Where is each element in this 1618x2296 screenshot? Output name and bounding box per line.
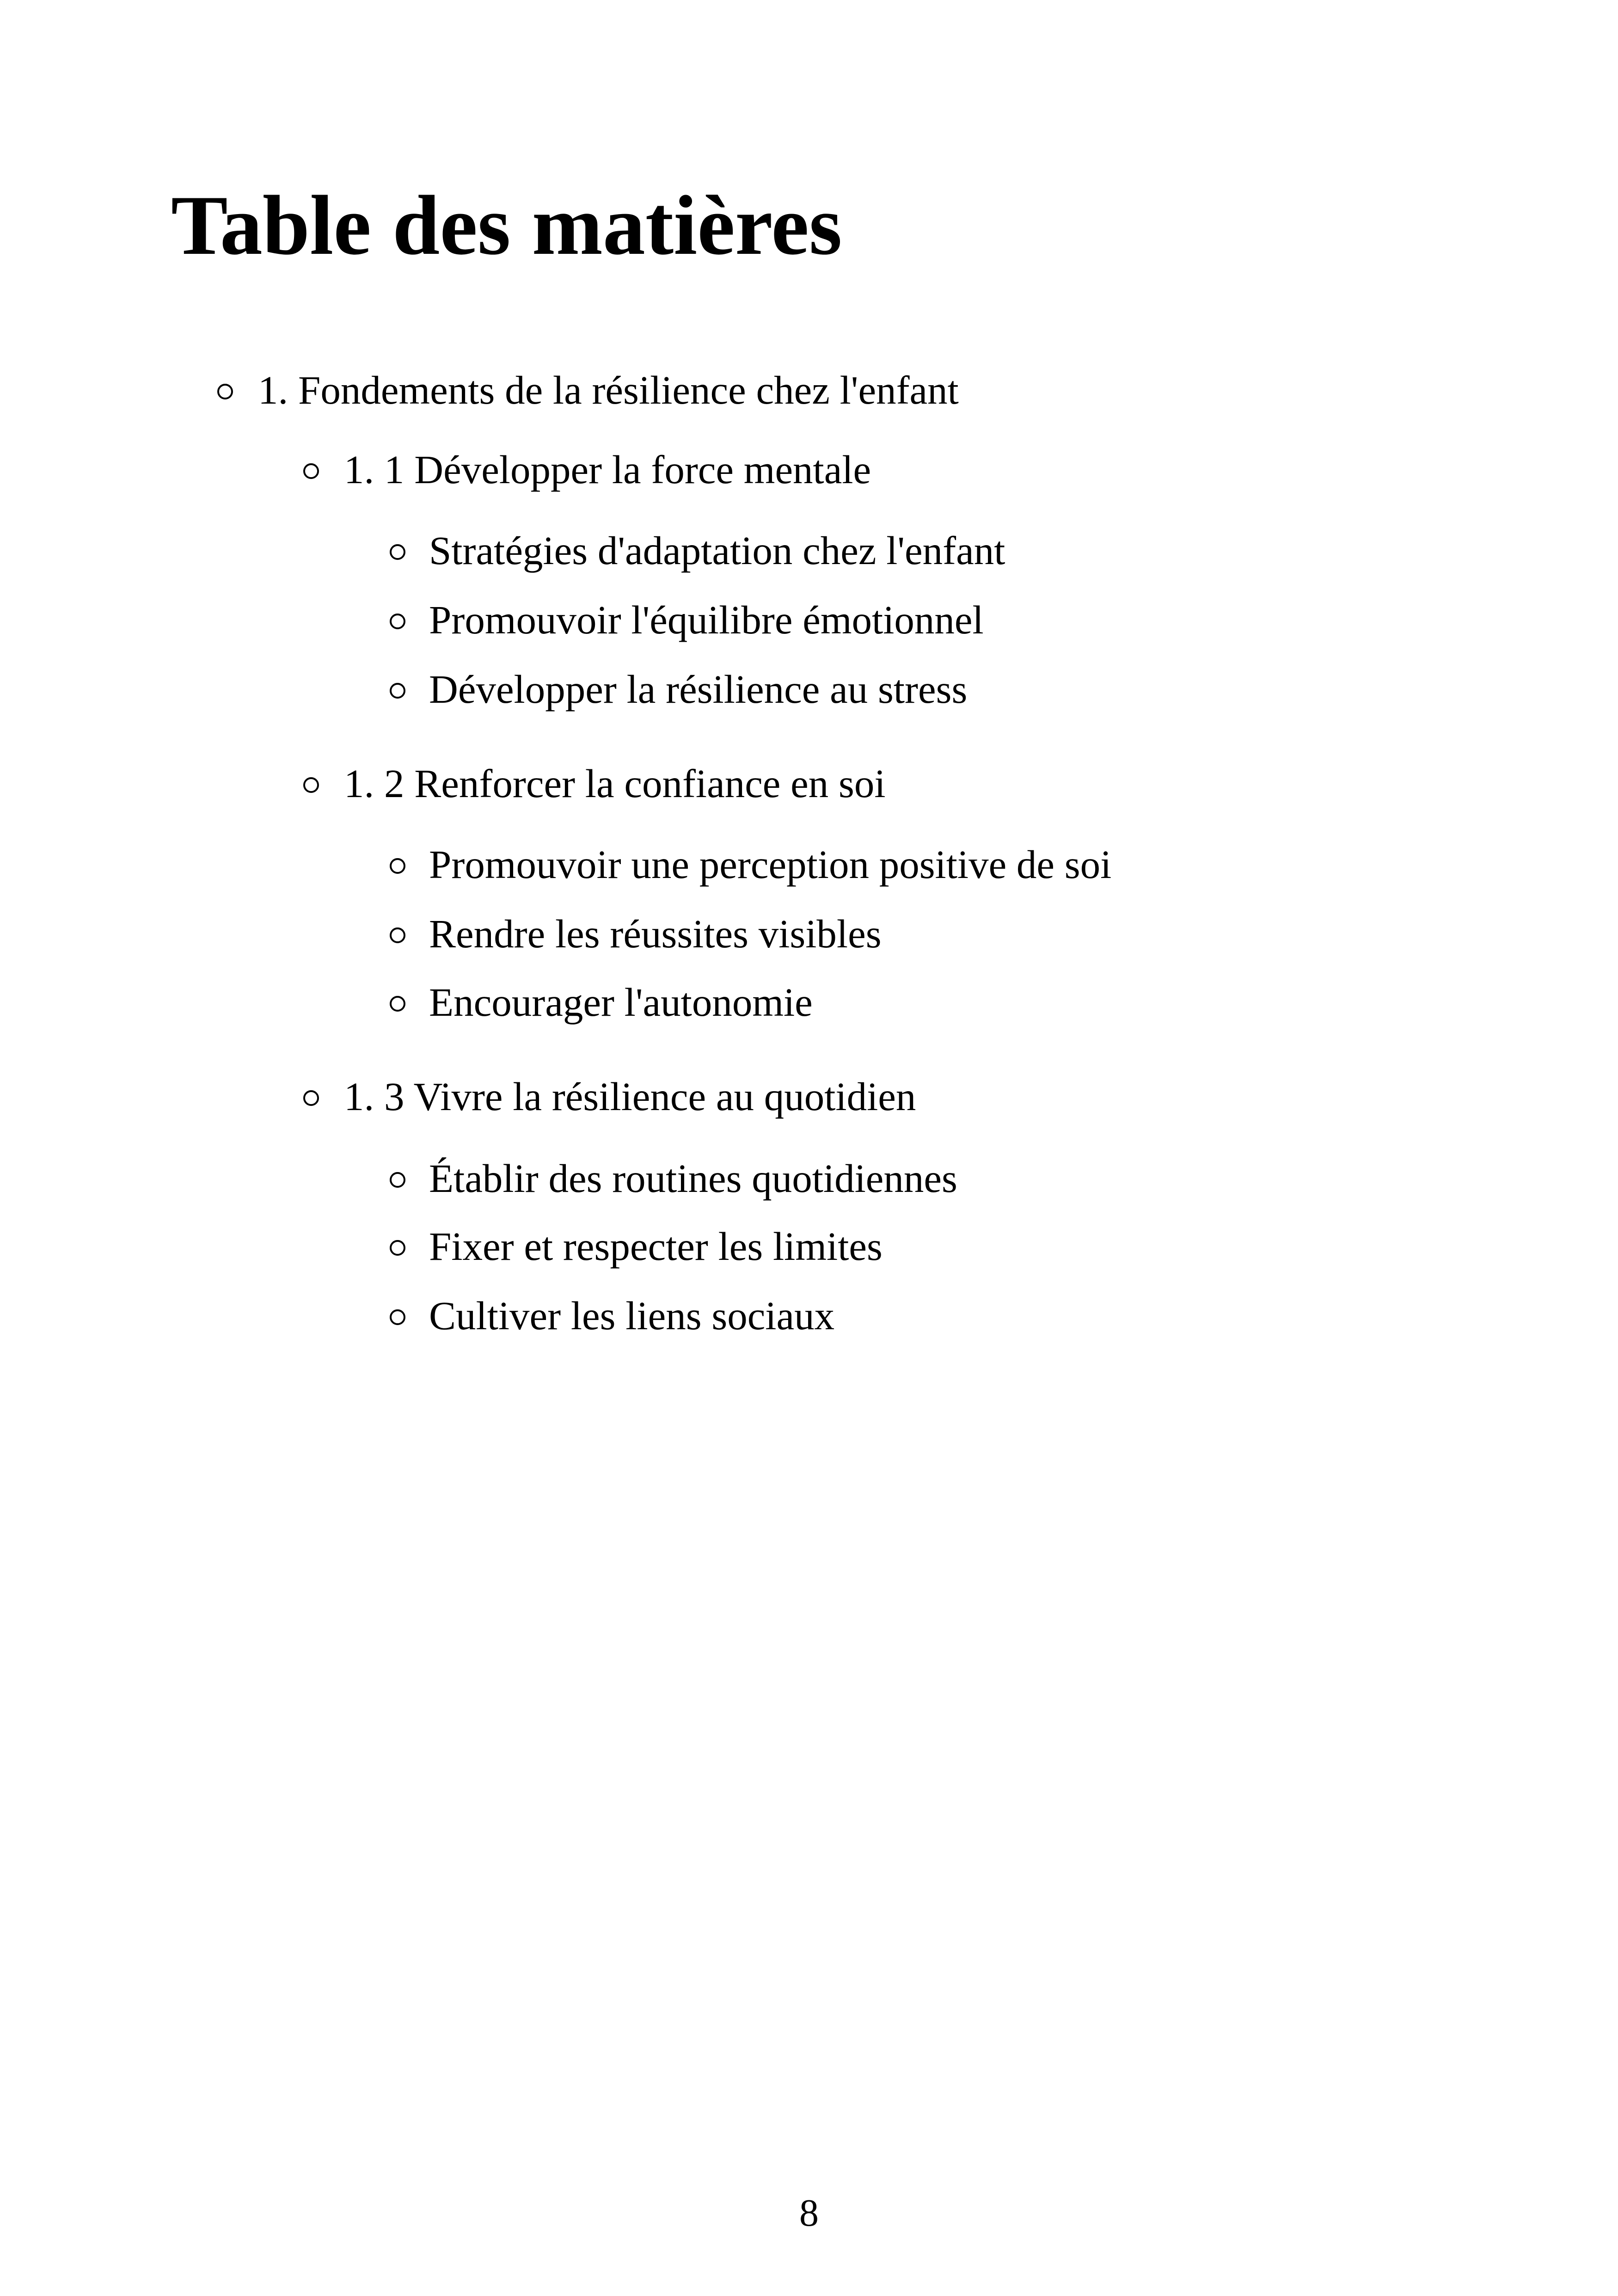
toc-item-label: Stratégies d'adaptation chez l'enfant xyxy=(429,528,1005,573)
hollow-circle-bullet-icon xyxy=(303,777,319,793)
toc-item-label: Cultiver les liens sociaux xyxy=(429,1293,835,1338)
hollow-circle-bullet-icon xyxy=(303,1090,319,1106)
page-number: 8 xyxy=(799,2192,819,2235)
toc-item-label: Rendre les réussites visibles xyxy=(429,911,882,956)
toc-section-1-3-label: 1. 3 Vivre la résilience au quotidien xyxy=(344,1074,916,1119)
toc-item-label: Encourager l'autonomie xyxy=(429,980,813,1025)
hollow-circle-bullet-icon xyxy=(390,1172,405,1188)
hollow-circle-bullet-icon xyxy=(390,858,405,874)
toc-item-label: Promouvoir l'équilibre émotionnel xyxy=(429,597,984,642)
hollow-circle-bullet-icon xyxy=(390,614,405,629)
hollow-circle-bullet-icon xyxy=(390,683,405,699)
hollow-circle-bullet-icon xyxy=(390,927,405,943)
toc-item-label: Promouvoir une perception positive de soi xyxy=(429,842,1112,887)
toc-item-label: Établir des routines quotidiennes xyxy=(429,1156,957,1201)
hollow-circle-bullet-icon xyxy=(217,384,233,399)
toc-section-1-2-label: 1. 2 Renforcer la confiance en soi xyxy=(344,761,886,806)
hollow-circle-bullet-icon xyxy=(390,1240,405,1256)
toc-chapter-1-label: 1. Fondements de la résilience chez l'enfant xyxy=(258,368,959,412)
hollow-circle-bullet-icon xyxy=(390,544,405,560)
hollow-circle-bullet-icon xyxy=(303,463,319,479)
toc-section-1-1-label: 1. 1 Développer la force mentale xyxy=(344,447,871,492)
toc-item-label: Développer la résilience au stress xyxy=(429,667,968,712)
page-title: Table des matières xyxy=(171,178,842,272)
toc-item-label: Fixer et respecter les limites xyxy=(429,1224,883,1269)
hollow-circle-bullet-icon xyxy=(390,996,405,1012)
hollow-circle-bullet-icon xyxy=(390,1309,405,1325)
